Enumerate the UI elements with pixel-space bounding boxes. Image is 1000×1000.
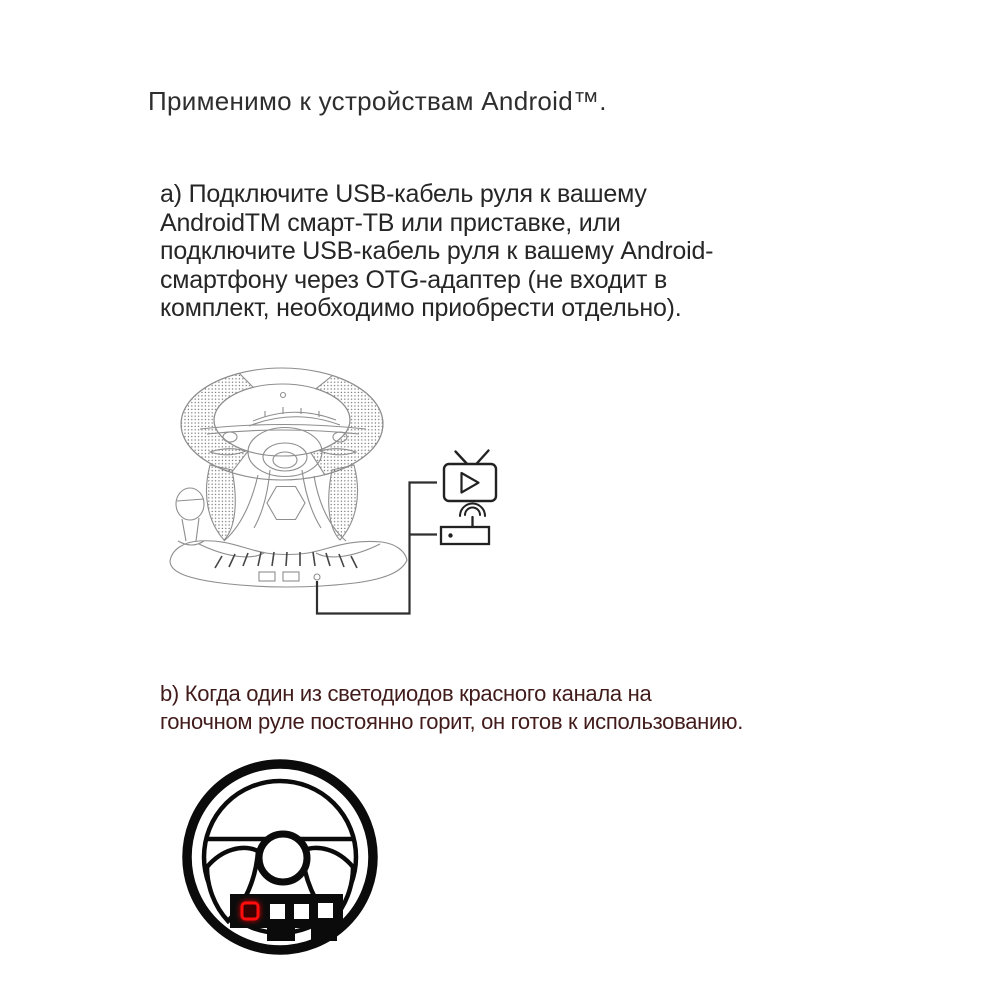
steering-wheel-icon-svg xyxy=(178,748,382,962)
steering-wheel-icon xyxy=(187,764,373,950)
wifi-signal-icon xyxy=(460,504,485,517)
step-a-line: AndroidTM смарт-ТВ или приставке, или xyxy=(160,208,621,237)
steering-wheel-led-illustration xyxy=(178,748,382,962)
step-a-line: комплект, необходимо приобрести отдельно). xyxy=(160,294,682,323)
wifi-signal-icon xyxy=(465,508,480,515)
white-led-indicator xyxy=(270,904,285,919)
page-title: Применимо к устройствам Android™. xyxy=(148,86,607,116)
step-b-text xyxy=(160,680,743,736)
set-top-box-icon xyxy=(441,504,489,545)
gear-shifter xyxy=(176,488,204,545)
red-led-indicator xyxy=(242,903,258,919)
step-a-text xyxy=(160,180,713,323)
connection-diagram xyxy=(160,350,520,650)
smart-tv-icon xyxy=(444,451,496,502)
step-a-line: смартфону через OTG-адаптер (не входит в xyxy=(160,265,668,294)
step-a-line: a) Подключите USB-кабель руля к вашему xyxy=(160,180,647,208)
step-b-line: гоночном руле постоянно горит, он готов к использованию. xyxy=(160,709,744,734)
white-led-indicator xyxy=(294,904,309,919)
step-b-line: b) Когда один из светодиодов красного канала на xyxy=(160,681,652,706)
white-led-indicator xyxy=(318,903,333,918)
racing-wheel-sketch-svg xyxy=(160,350,520,650)
step-a-line: подключите USB-кабель руля к вашему Android- xyxy=(160,237,714,266)
wheel-hub xyxy=(259,834,307,882)
racing-wheel-sketch xyxy=(170,368,407,587)
